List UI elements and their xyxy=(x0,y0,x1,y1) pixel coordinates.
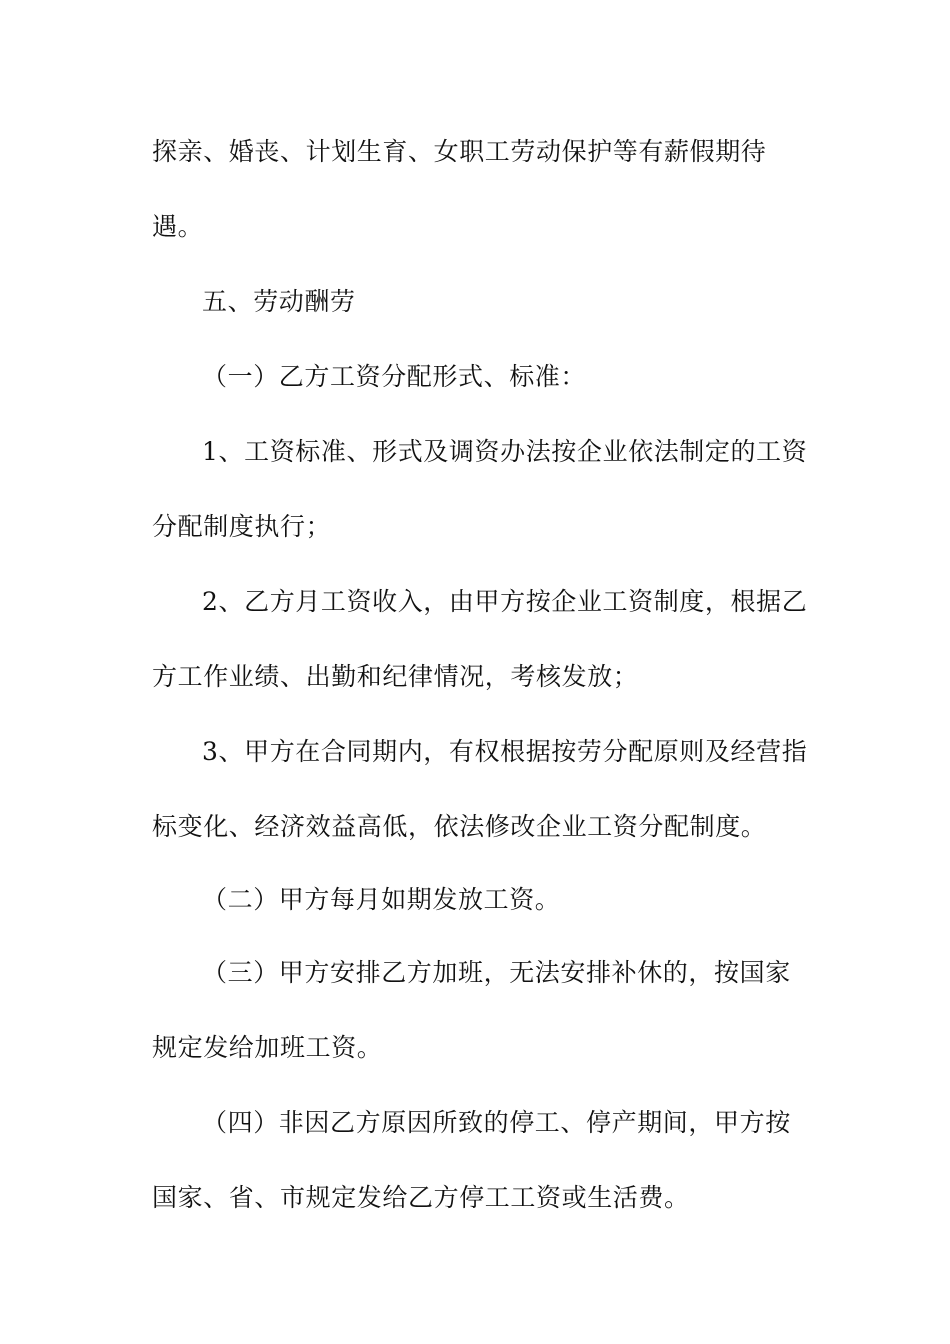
section-heading-5: 五、劳动酬劳 xyxy=(202,287,356,316)
text-line-10: 标变化、经济效益高低，依法修改企业工资分配制度。 xyxy=(152,812,767,841)
text-line-6: 分配制度执行； xyxy=(152,512,332,541)
subsection-heading-2: （二）甲方每月如期发放工资。 xyxy=(202,885,561,914)
subsection-heading-3: （三）甲方安排乙方加班，无法安排补休的，按国家 xyxy=(202,958,791,987)
text-line-7: 2、乙方月工资收入，由甲方按企业工资制度，根据乙 xyxy=(202,587,808,616)
text-line-1: 探亲、婚丧、计划生育、女职工劳动保护等有薪假期待 xyxy=(152,137,767,166)
text-line-5: 1、工资标准、形式及调资办法按企业依法制定的工资 xyxy=(202,437,808,466)
text-line-8: 方工作业绩、出勤和纪律情况，考核发放； xyxy=(152,662,639,691)
text-line-2: 遇。 xyxy=(152,212,204,241)
text-line-9: 3、甲方在合同期内，有权根据按劳分配原则及经营指 xyxy=(202,737,808,766)
subsection-heading-4: （四）非因乙方原因所致的停工、停产期间，甲方按 xyxy=(202,1108,791,1137)
text-line-13: 规定发给加班工资。 xyxy=(152,1033,383,1062)
text-line-15: 国家、省、市规定发给乙方停工工资或生活费。 xyxy=(152,1183,690,1212)
subsection-heading-1: （一）乙方工资分配形式、标准： xyxy=(202,362,587,391)
